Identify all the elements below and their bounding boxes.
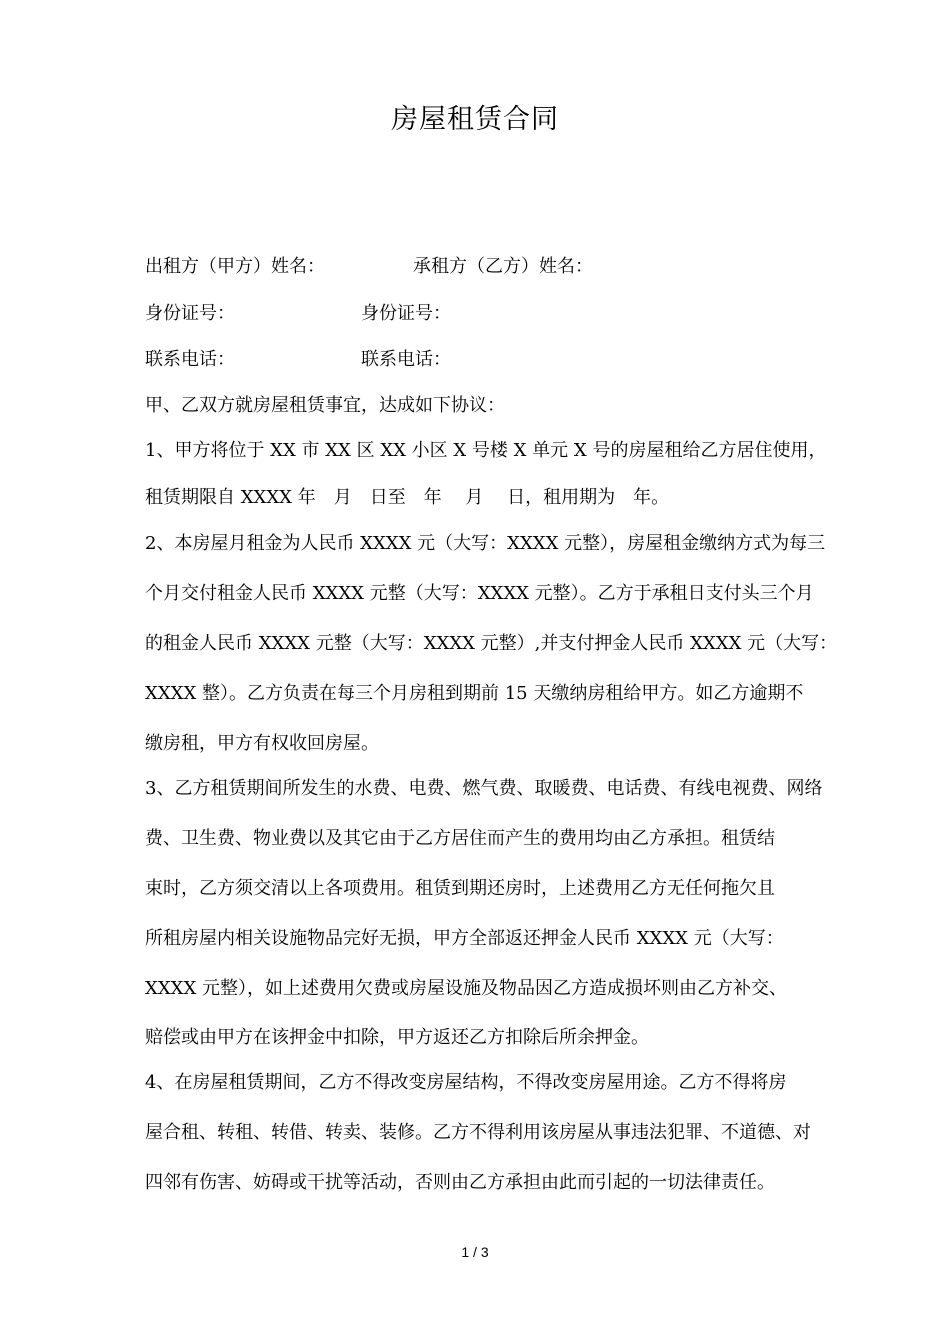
lessee-name-label: 承租方（乙方）姓名： [413,256,593,277]
clause-line: 屋合租、转租、转借、转卖、装修。乙方不得利用该房屋从事违法犯罪、不道德、对 [145,1122,811,1143]
lessor-phone-label: 联系电话： [145,349,235,370]
clause-line: XXXX 元整），如上述费用欠费或房屋设施及物品因乙方造成损坏则由乙方补交、 [145,978,787,999]
lessor-id-label: 身份证号： [145,303,235,324]
lessee-id-label: 身份证号： [361,303,451,324]
clause-line: 3、乙方租赁期间所发生的水费、电费、燃气费、取暖费、电话费、有线电视费、网络 [145,778,823,799]
clause-line: 缴房租，甲方有权收回房屋。 [145,733,379,754]
clause-line: 所租房屋内相关设施物品完好无损，甲方全部返还押金人民币 XXXX 元（大写： [145,928,784,949]
clause-line: 费、卫生费、物业费以及其它由于乙方居住而产生的费用均由乙方承担。租赁结 [145,828,775,849]
clause-line: 四邻有伤害、妨碍或干扰等活动，否则由乙方承担由此而引起的一切法律责任。 [145,1172,775,1193]
clause-line: 个月交付租金人民币 XXXX 元整（大写：XXXX 元整）。乙方于承租日支付头三个月 [145,583,814,604]
lessee-phone-label: 联系电话： [361,349,451,370]
party-phone-row [145,347,825,373]
clause-line: 1、甲方将位于 XX 市 XX 区 XX 小区 X 号楼 X 单元 X 号的房屋租给乙方居住使用， [145,440,827,461]
clause-line: 租赁期限自 XXXX 年 月 日至 年 月 日，租用期为 年。 [145,487,670,508]
clause-line: 束时，乙方须交清以上各项费用。租赁到期还房时，上述费用乙方无任何拖欠且 [145,878,775,899]
party-id-row [145,301,825,327]
clause-line: 4、在房屋租赁期间，乙方不得改变房屋结构，不得改变房屋用途。乙方不得将房 [145,1072,787,1093]
clause-line: 的租金人民币 XXXX 元整（大写：XXXX 元整）,并支付押金人民币 XXXX 元（大写： [145,633,838,654]
party-name-row [145,254,825,280]
document-title: 房屋租赁合同 [391,104,559,135]
clause-line: 2、本房屋月租金为人民币 XXXX 元（大写：XXXX 元整），房屋租金缴纳方式为每三 [145,533,826,554]
lessor-name-label: 出租方（甲方）姓名： [145,256,325,277]
clause-line: XXXX 整）。乙方负责在每三个月房租到期前 15 天缴纳房租给甲方。如乙方逾期不 [145,683,804,704]
page-number: 1 / 3 [461,1244,489,1260]
clause-line: 赔偿或由甲方在该押金中扣除，甲方返还乙方扣除后所余押金。 [145,1027,649,1048]
agreement-intro: 甲、乙双方就房屋租赁事宜，达成如下协议： [145,395,505,416]
